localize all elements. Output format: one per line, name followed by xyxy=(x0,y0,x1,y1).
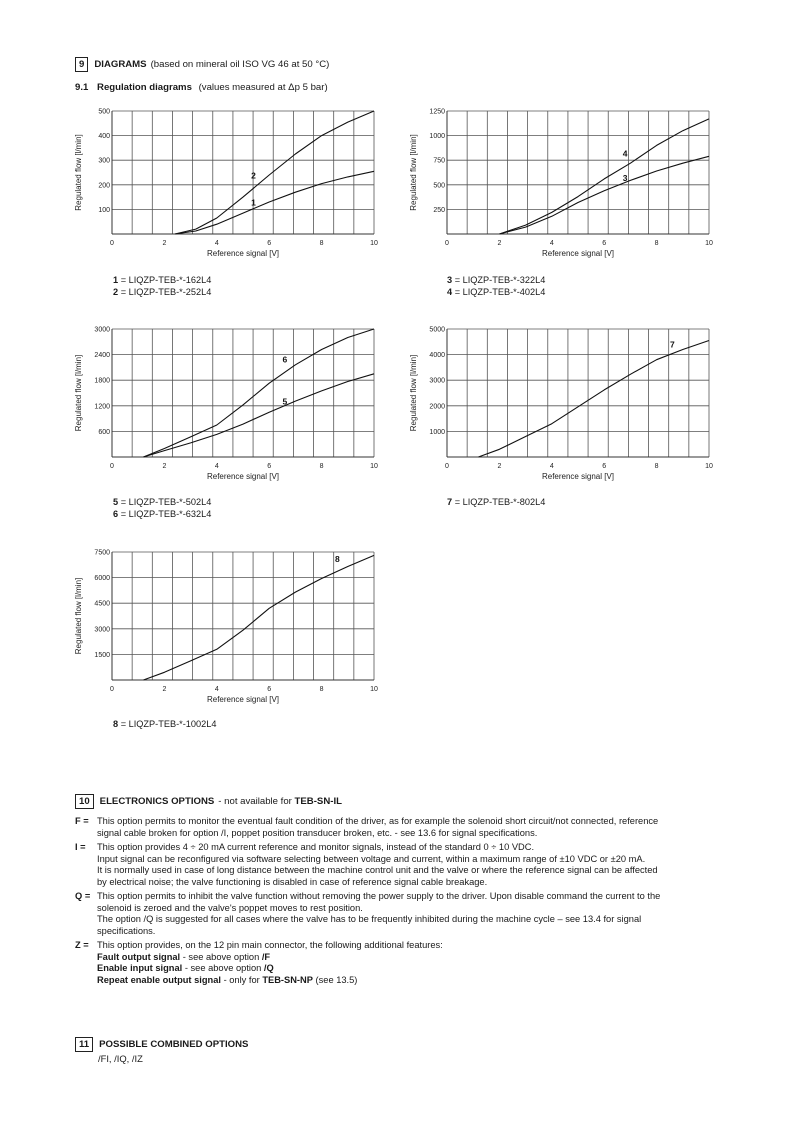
x-axis-label: Reference signal [V] xyxy=(206,249,280,258)
subsection-title: Regulation diagrams xyxy=(97,82,192,93)
x-tick-label: 8 xyxy=(319,240,324,247)
legend-number: 2 xyxy=(113,287,119,297)
chart-legend-1-2 xyxy=(113,274,211,298)
x-tick-label: 0 xyxy=(110,240,114,247)
y-tick-label: 5000 xyxy=(429,326,445,334)
regulation-chart-8 xyxy=(70,545,380,715)
y-tick-label: 100 xyxy=(98,206,110,214)
section-number: 11 xyxy=(75,1037,93,1052)
x-tick-label: 10 xyxy=(705,240,713,247)
option-description: This option provides 4 ÷ 20 mA current reference and monitor signals, instead of the standard 0 ÷ 10 VDC. Input signal can be reconfigured via software selecting between voltage and current, within a maximum range of ±10 VDC or ±20 mA. It is normally used in case of long distance between the machine control unit and the valve or where the reference signal can be affected by electrical noise; the valve functioning is disabled in case of reference signal cable breakage. xyxy=(97,842,658,887)
x-tick-label: 0 xyxy=(110,463,114,470)
legend-number: 8 xyxy=(113,719,119,729)
option-key: Z = xyxy=(75,940,89,950)
subsection-note: (values measured at Δp 5 bar) xyxy=(198,82,328,93)
legend-number: 1 xyxy=(113,275,119,285)
x-tick-label: 2 xyxy=(497,463,502,470)
x-tick-label: 0 xyxy=(110,686,114,693)
y-tick-label: 1800 xyxy=(94,377,110,385)
x-tick-label: 4 xyxy=(214,686,219,693)
y-axis-label: Regulated flow [l/min] xyxy=(74,577,83,655)
series-label-1: 1 xyxy=(251,197,256,208)
x-tick-label: 0 xyxy=(445,240,449,247)
series-line-5 xyxy=(143,374,374,457)
y-tick-label: 1250 xyxy=(429,108,445,116)
y-axis-label: Regulated flow [l/min] xyxy=(409,354,418,432)
y-tick-label: 200 xyxy=(98,182,110,190)
x-tick-label: 6 xyxy=(267,686,272,693)
y-tick-label: 4500 xyxy=(94,600,110,608)
y-tick-label: 750 xyxy=(433,157,445,165)
x-tick-label: 4 xyxy=(549,463,554,470)
option-key: I = xyxy=(75,842,86,852)
x-tick-label: 8 xyxy=(654,240,659,247)
section-title: ELECTRONICS OPTIONS xyxy=(99,796,215,807)
series-label-3: 3 xyxy=(622,172,628,183)
x-tick-label: 10 xyxy=(370,240,378,247)
y-tick-label: 600 xyxy=(98,428,110,436)
y-axis-label: Regulated flow [l/min] xyxy=(409,134,418,211)
series-line-8 xyxy=(143,555,374,680)
series-line-4 xyxy=(499,119,709,234)
section-10-header xyxy=(75,794,342,809)
feature-fault-output: Fault output signal - see above option /F xyxy=(97,951,271,962)
series-label-5: 5 xyxy=(282,396,288,407)
y-tick-label: 6000 xyxy=(94,575,110,583)
x-tick-label: 10 xyxy=(370,686,378,693)
x-tick-label: 6 xyxy=(602,240,607,247)
x-axis-label: Reference signal [V] xyxy=(206,472,280,481)
regulation-chart-5-6 xyxy=(70,322,380,492)
y-tick-label: 1000 xyxy=(429,133,445,141)
section-9-1-header xyxy=(75,82,328,93)
x-tick-label: 4 xyxy=(214,463,219,470)
section-note: - not available for TEB-SN-IL xyxy=(218,796,342,807)
series-label-4: 4 xyxy=(622,148,628,159)
section-11-header xyxy=(75,1037,248,1052)
series-line-7 xyxy=(478,341,709,458)
y-tick-label: 3000 xyxy=(429,377,445,385)
regulation-chart-1-2 xyxy=(70,104,380,269)
chart-legend-5-6 xyxy=(113,496,211,520)
x-tick-label: 6 xyxy=(602,463,607,470)
option-q xyxy=(75,891,725,937)
x-tick-label: 2 xyxy=(162,240,167,247)
y-tick-label: 1200 xyxy=(94,403,110,411)
x-axis-label: Reference signal [V] xyxy=(206,695,280,704)
option-z xyxy=(75,940,725,986)
feature-enable-input: Enable input signal - see above option /Q xyxy=(97,963,274,974)
y-tick-label: 7500 xyxy=(94,549,110,557)
option-description: This option permits to monitor the eventual fault condition of the driver, as for example the solenoid short circuit/not connected, reference signal cable broken for option /I, poppet position transducer broken, etc. - see 13.6 for signal specifications. xyxy=(97,816,659,838)
legend-text: = LIQZP-TEB-*-322L4 xyxy=(454,275,546,285)
y-tick-label: 1000 xyxy=(429,428,445,436)
x-axis-label: Reference signal [V] xyxy=(541,472,615,481)
series-line-2 xyxy=(175,111,374,234)
legend-text: = LIQZP-TEB-*-252L4 xyxy=(120,287,212,297)
legend-number: 4 xyxy=(447,287,453,297)
y-axis-label: Regulated flow [l/min] xyxy=(74,354,83,432)
chart-legend-3-4 xyxy=(447,274,545,298)
series-label-2: 2 xyxy=(251,170,256,181)
section-number: 9 xyxy=(75,57,88,72)
combined-options-value: /FI, /IQ, /IZ xyxy=(98,1053,143,1064)
chart-legend-8 xyxy=(113,718,216,730)
section-title: DIAGRAMS xyxy=(94,59,147,70)
option-key: F = xyxy=(75,816,89,826)
x-tick-label: 8 xyxy=(319,686,324,693)
legend-number: 6 xyxy=(113,509,119,519)
legend-number: 3 xyxy=(447,275,453,285)
x-tick-label: 10 xyxy=(370,463,378,470)
x-tick-label: 2 xyxy=(162,463,167,470)
chart-legend-7 xyxy=(447,496,545,508)
feature-repeat-enable: Repeat enable output signal - only for TEB-SN-NP (see 13.5) xyxy=(97,974,358,985)
x-tick-label: 2 xyxy=(162,686,167,693)
y-tick-label: 1500 xyxy=(94,651,110,659)
x-tick-label: 0 xyxy=(445,463,449,470)
x-tick-label: 6 xyxy=(267,463,272,470)
y-tick-label: 300 xyxy=(98,157,110,165)
y-tick-label: 500 xyxy=(98,108,110,116)
series-line-6 xyxy=(143,329,374,457)
legend-text: = LIQZP-TEB-*-502L4 xyxy=(120,497,212,507)
x-tick-label: 4 xyxy=(214,240,219,247)
option-key: Q = xyxy=(75,891,91,901)
section-9-header xyxy=(75,57,329,72)
subsection-number: 9.1 xyxy=(75,82,89,93)
option-description: This option provides, on the 12 pin main connector, the following additional features: Fault output signal - see above option /F Enable input signal - see above option /Q Repeat enable output signal - only for TEB-SN-NP (see 13.5) xyxy=(97,940,725,986)
option-description: This option permits to inhibit the valve function without removing the power supply to the driver. Upon disable command the current to the solenoid is zeroed and the valve's poppet moves to rest position. The option /Q is suggested for all cases where the valve has to be frequently inhibited during the machine cycle – see 13.4 for signal specifications. xyxy=(97,891,661,936)
regulation-chart-3-4 xyxy=(405,104,715,269)
y-tick-label: 250 xyxy=(433,206,445,214)
legend-text: = LIQZP-TEB-*-402L4 xyxy=(454,287,546,297)
legend-text: = LIQZP-TEB-*-802L4 xyxy=(454,497,546,507)
legend-text: = LIQZP-TEB-*-162L4 xyxy=(120,275,212,285)
series-label-6: 6 xyxy=(282,354,288,365)
y-tick-label: 4000 xyxy=(429,352,445,360)
legend-text: = LIQZP-TEB-*-632L4 xyxy=(120,509,212,519)
y-tick-label: 400 xyxy=(98,133,110,141)
section-number: 10 xyxy=(75,794,94,809)
x-tick-label: 4 xyxy=(549,240,554,247)
legend-text: = LIQZP-TEB-*-1002L4 xyxy=(120,719,217,729)
option-i xyxy=(75,842,725,888)
y-axis-label: Regulated flow [l/min] xyxy=(74,134,83,211)
section-title: POSSIBLE COMBINED OPTIONS xyxy=(99,1039,249,1050)
y-tick-label: 2400 xyxy=(94,352,110,360)
series-label-8: 8 xyxy=(334,554,340,565)
x-tick-label: 10 xyxy=(705,463,713,470)
x-tick-label: 6 xyxy=(267,240,272,247)
legend-number: 5 xyxy=(113,497,119,507)
x-tick-label: 8 xyxy=(654,463,659,470)
y-tick-label: 500 xyxy=(433,182,445,190)
option-f xyxy=(75,816,725,839)
x-tick-label: 2 xyxy=(497,240,502,247)
legend-number: 7 xyxy=(447,497,453,507)
y-tick-label: 3000 xyxy=(94,326,110,334)
regulation-chart-7 xyxy=(405,322,715,492)
series-label-7: 7 xyxy=(669,339,675,350)
x-axis-label: Reference signal [V] xyxy=(541,249,615,258)
x-tick-label: 8 xyxy=(319,463,324,470)
y-tick-label: 3000 xyxy=(94,626,110,634)
y-tick-label: 2000 xyxy=(429,403,445,411)
section-note: (based on mineral oil ISO VG 46 at 50 °C) xyxy=(150,59,330,70)
